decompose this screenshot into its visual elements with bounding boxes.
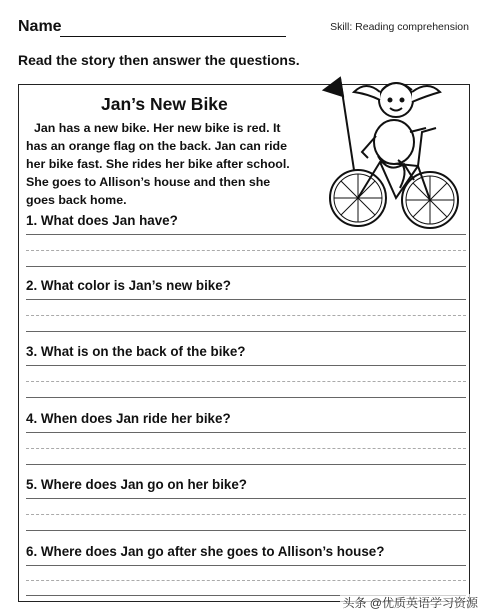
answer-line[interactable] bbox=[26, 464, 466, 465]
answer-line[interactable] bbox=[26, 365, 466, 366]
question-6: 6. Where does Jan go after she goes to Allison’s house? bbox=[26, 544, 385, 559]
girl-on-bike-illustration bbox=[318, 70, 468, 240]
answer-guide bbox=[26, 250, 466, 251]
story-title: Jan’s New Bike bbox=[101, 94, 228, 114]
instruction: Read the story then answer the questions. bbox=[18, 52, 300, 68]
story-line: her bike fast. She rides her bike after school. bbox=[26, 157, 290, 171]
answer-line[interactable] bbox=[26, 530, 466, 531]
story-text bbox=[26, 119, 316, 209]
question-2: 2. What color is Jan’s new bike? bbox=[26, 278, 231, 293]
name-answer-line[interactable] bbox=[60, 36, 286, 37]
story-line: has an orange flag on the back. Jan can ride bbox=[26, 139, 287, 153]
answer-line[interactable] bbox=[26, 266, 466, 267]
flag-icon bbox=[324, 78, 343, 96]
answer-line[interactable] bbox=[26, 397, 466, 398]
skill-label: Skill: Reading comprehension bbox=[330, 21, 469, 33]
answer-guide bbox=[26, 448, 466, 449]
question-4: 4. When does Jan ride her bike? bbox=[26, 411, 231, 426]
question-3: 3. What is on the back of the bike? bbox=[26, 344, 246, 359]
question-5: 5. Where does Jan go on her bike? bbox=[26, 477, 247, 492]
name-label: Name bbox=[18, 18, 62, 35]
question-1: 1. What does Jan have? bbox=[26, 213, 178, 228]
answer-line[interactable] bbox=[26, 331, 466, 332]
answer-line[interactable] bbox=[26, 498, 466, 499]
story-line: She goes to Allison’s house and then she bbox=[26, 175, 271, 189]
answer-line[interactable] bbox=[26, 432, 466, 433]
answer-guide bbox=[26, 580, 466, 581]
answer-line[interactable] bbox=[26, 234, 466, 235]
answer-guide bbox=[26, 381, 466, 382]
story-line: Jan has a new bike. Her new bike is red. It bbox=[34, 121, 281, 135]
story-line: goes back home. bbox=[26, 193, 127, 207]
answer-line[interactable] bbox=[26, 299, 466, 300]
answer-guide bbox=[26, 514, 466, 515]
answer-guide bbox=[26, 315, 466, 316]
watermark: 头条 @优质英语学习资源 bbox=[342, 596, 478, 610]
answer-line[interactable] bbox=[26, 565, 466, 566]
